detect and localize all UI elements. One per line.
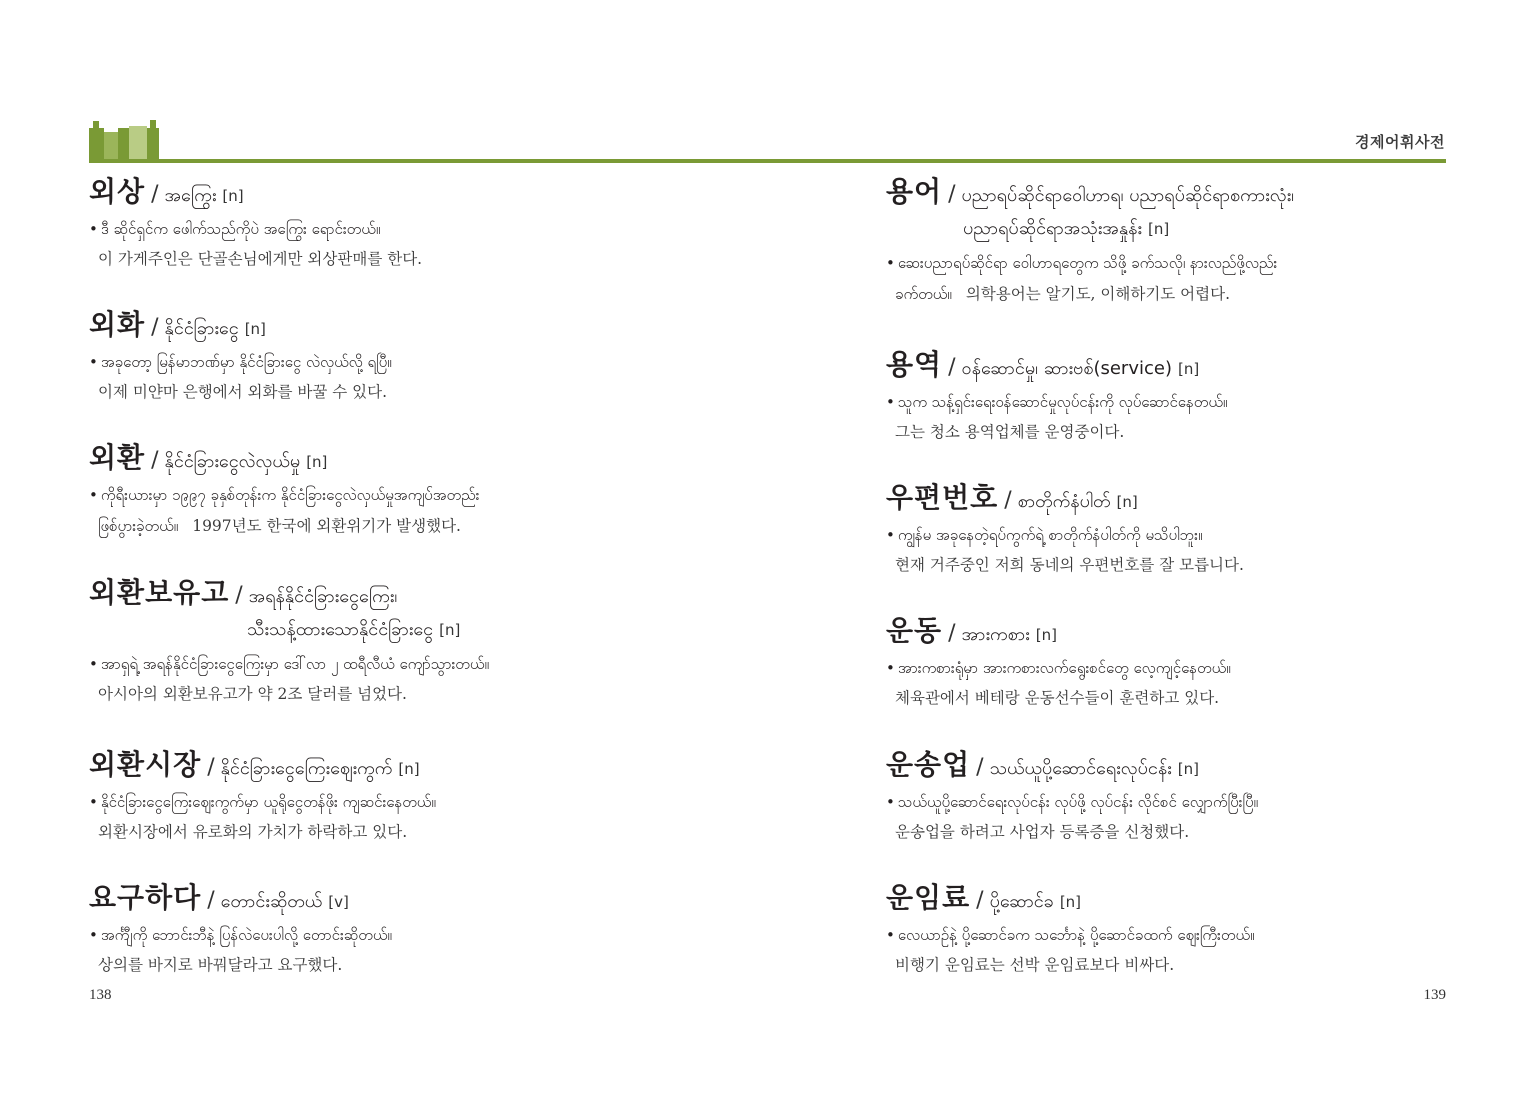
headword: 운동 — [886, 614, 943, 647]
dictionary-entry: 외환 / နိုင်ငံခြားငွေလဲလှယ်မှု [n] • ကိုရီးယားမှာ ၁၉၉၇ ခုနှစ်တုန်းက နိုင်ငံခြားငွေလဲလှယ်မှုအကျပ်အတည်း ဖြစ်ပွားခဲ့တယ်။ 1997년도 한국에 외환위기가 발생했다. — [89, 441, 480, 535]
dictionary-entry: 운송업 / သယ်ယူပို့ဆောင်ရေးလုပ်ငန်း [n] • သယ်ယူပို့ဆောင်ရေးလုပ်ငန်း လုပ်ဖို့ လုပ်ငန်း လိုင်စင် လျှောက်ပြီးပြီ။ 운송업을 하려고 사업자 등록증을 신청했다. — [886, 745, 1526, 847]
part-of-speech: [n] — [222, 187, 244, 205]
part-of-speech: [n] — [1148, 220, 1170, 238]
running-head: 경제어휘사전 — [1355, 133, 1445, 151]
dictionary-entry: 용역 / ဝန်ဆောင်မှု၊ ဆားဗစ်(service) [n] • သူက သန့်ရှင်းရေးဝန်ဆောင်မှုလုပ်ငန်းကို လုပ်ဆောင်နေတယ်။ 그는 청소 용역업체를 운영중이다. — [886, 345, 1526, 447]
example-korean: 아시아의 외환보유고가 약 2조 달러를 넘었다. — [98, 685, 407, 703]
headword: 요구하다 — [89, 881, 202, 914]
dictionary-entry: 요구하다 / တောင်းဆိုတယ် [v] • အင်္ကျီကို ဘောင်းဘီနဲ့ ပြန်လဲပေးပါလို့ တောင်းဆိုတယ်။ 상의를 바지로 바꿔달라고 요구했다. — [89, 878, 729, 980]
part-of-speech: [n] — [1116, 493, 1138, 511]
headword: 외환시장 — [89, 748, 202, 781]
part-of-speech: [n] — [306, 453, 328, 471]
meaning: တောင်းဆိုတယ် — [220, 891, 323, 912]
meaning: နိုင်ငံခြားငွေ — [164, 318, 239, 339]
example-myanmar: အင်္ကျီကို ဘောင်းဘီနဲ့ ပြန်လဲပေးပါလို့ တောင်းဆိုတယ်။ — [100, 926, 392, 944]
example-myanmar: ဆေးပညာရပ်ဆိုင်ရာ ဝေါဟာရတွေက သိဖို့ ခက်သလို၊ နားလည်ဖို့လည်း — [897, 254, 1278, 272]
example-myanmar: ကျွန်မ အခုနေတဲ့ရပ်ကွက်ရဲ့ စာတိုက်နံပါတ်ကို မသိပါဘူး။ — [897, 526, 1203, 544]
example-myanmar: နိုင်ငံခြားငွေကြေးဈေးကွက်မှာ ယူရိုငွေတန်ဖိုး ကျဆင်းနေတယ်။ — [100, 793, 436, 811]
example-korean: 체육관에서 베테랑 운동선수들이 훈련하고 있다. — [895, 689, 1220, 707]
example-myanmar: အာရှရဲ့ အရန်နိုင်ငံခြားငွေကြေးမှာ ဒေါ်လာ ၂ ထရီလီယံ ကျော်သွားတယ်။ — [100, 655, 490, 673]
example-myanmar: အားကစားရုံမှာ အားကစားလက်ရွေးစင်တွေ လေ့ကျင့်နေတယ်။ — [897, 659, 1231, 677]
example-korean: 이 가게주인은 단골손님에게만 외상판매를 한다. — [98, 250, 423, 268]
example-korean: 그는 청소 용역업체를 운영중이다. — [895, 423, 1125, 441]
bar-chart-logo-icon — [89, 118, 159, 161]
meaning: နိုင်ငံခြားငွေလဲလှယ်မှု — [164, 451, 301, 472]
headword: 외환 — [89, 441, 146, 474]
part-of-speech: [n] — [1177, 360, 1200, 378]
meaning: အားကစား — [961, 624, 1030, 645]
headword: 우편번호 — [886, 481, 999, 514]
headword: 외상 — [89, 175, 146, 208]
example-myanmar: ကိုရီးယားမှာ ၁၉၉၇ ခုနှစ်တုန်းက နိုင်ငံခြားငွေလဲလှယ်မှုအကျပ်အတည်း — [100, 486, 480, 504]
headword: 용역 — [886, 348, 943, 381]
part-of-speech: [n] — [1059, 893, 1082, 911]
example-myanmar-continued: ဖြစ်ပွားခဲ့တယ်။ — [98, 517, 179, 535]
header-rule — [89, 159, 1446, 163]
dictionary-entry: 외환시장 / နိုင်ငံခြားငွေကြေးဈေးကွက် [n] • နိုင်ငံခြားငွေကြေးဈေးကွက်မှာ ယူရိုငွေတန်ဖိုး ကျဆင်းနေတယ်။ 외환시장에서 유로화의 가치가 하락하고 있다. — [89, 745, 729, 847]
headword: 외환보유고 — [89, 576, 230, 609]
example-korean: 비행기 운임료는 선박 운임료보다 비싸다. — [895, 956, 1175, 974]
example-korean: 현재 거주중인 저희 동네의 우편번호를 잘 모릅니다. — [895, 556, 1244, 574]
page-number-right: 139 — [1423, 987, 1446, 1003]
part-of-speech: [n] — [1035, 626, 1057, 644]
meaning: ပညာရပ်ဆိုင်ရာဝေါဟာရ၊ ပညာရပ်ဆိုင်ရာစကားလုံး၊ — [961, 185, 1295, 206]
part-of-speech: [n] — [398, 760, 420, 778]
example-korean: 1997년도 한국에 외환위기가 발생했다. — [192, 517, 461, 535]
meaning: အကြွေး — [164, 185, 217, 206]
example-korean: 의학용어는 알기도, 이해하기도 어렵다. — [965, 285, 1231, 303]
part-of-speech: [n] — [439, 621, 461, 639]
meaning-continued: သီးသန့်ထားသောနိုင်ငံခြားငွေ — [247, 619, 434, 640]
dictionary-entry: 용어 / ပညာရပ်ဆိုင်ရာဝေါဟာရ၊ ပညာရပ်ဆိုင်ရာစကားလုံး၊ ပညာရပ်ဆိုင်ရာအသုံးအနှုန်း [n] • ဆေးပညာရပ်ဆိုင်ရာ ဝေါဟာရတွေက သိဖို့ ခက်သလို၊ နားလည်ဖို့လည်း ခက်တယ်။ 의학용어는 알기도, 이해하기도 어렵다. — [886, 175, 1295, 303]
meaning: သယ်ယူပို့ဆောင်ရေးလုပ်ငန်း — [989, 758, 1172, 779]
part-of-speech: [n] — [1177, 760, 1199, 778]
headword: 운임료 — [886, 881, 971, 914]
part-of-speech: [n] — [244, 320, 266, 338]
dictionary-entry: 외화 / နိုင်ငံခြားငွေ [n] • အခုတော့ မြန်မာဘဏ်မှာ နိုင်ငံခြားငွေ လဲလှယ်လို့ ရပြီ။ 이제 미얀마 은행에서 외화를 바꿀 수 있다. — [89, 305, 729, 407]
meaning: စာတိုက်နံပါတ် — [1017, 491, 1111, 512]
dictionary-entry: 우편번호 / စာတိုက်နံပါတ် [n] • ကျွန်မ အခုနေတဲ့ရပ်ကွက်ရဲ့ စာတိုက်နံပါတ်ကို မသိပါဘူး။ 현재 거주중인 저희 동네의 우편번호를 잘 모릅니다. — [886, 478, 1526, 580]
example-korean: 외환시장에서 유로화의 가치가 하락하고 있다. — [98, 823, 408, 841]
meaning: နိုင်ငံခြားငွေကြေးဈေးကွက် — [220, 758, 393, 779]
part-of-speech: [v] — [328, 893, 349, 911]
meaning-continued: ပညာရပ်ဆိုင်ရာအသုံးအနှုန်း — [963, 218, 1142, 239]
headword: 운송업 — [886, 748, 971, 781]
example-myanmar: လေယာဉ်နဲ့ ပို့ဆောင်ခက သင်္ဘောနဲ့ ပို့ဆောင်ခထက် ဈေးကြီးတယ်။ — [897, 926, 1255, 944]
example-myanmar: အခုတော့ မြန်မာဘဏ်မှာ နိုင်ငံခြားငွေ လဲလှယ်လို့ ရပြီ။ — [100, 353, 392, 371]
headword: 용어 — [886, 175, 943, 208]
meaning: အရန်နိုင်ငံခြားငွေကြေး၊ — [248, 586, 398, 607]
dictionary-entry: 운동 / အားကစား [n] • အားကစားရုံမှာ အားကစားလက်ရွေးစင်တွေ လေ့ကျင့်နေတယ်။ 체육관에서 베테랑 운동선수들이 훈련하고 있다. — [886, 611, 1526, 713]
example-myanmar: သယ်ယူပို့ဆောင်ရေးလုပ်ငန်း လုပ်ဖို့ လုပ်ငန်း လိုင်စင် လျှောက်ပြီးပြီ။ — [897, 793, 1259, 811]
page-number-left: 138 — [89, 987, 112, 1003]
headword: 외화 — [89, 308, 146, 341]
example-korean: 이제 미얀마 은행에서 외화를 바꿀 수 있다. — [98, 383, 388, 401]
dictionary-entry: 외상 / အကြွေး [n] • ဒီ ဆိုင်ရှင်က ဖေါက်သည်ကိုပဲ အကြွေး ရောင်းတယ်။ 이 가게주인은 단골손님에게만 외상판매를 한다. — [89, 172, 729, 274]
meaning: ဝန်ဆောင်မှု၊ ဆားဗစ်(service) — [961, 358, 1172, 379]
example-myanmar-continued: ခက်တယ်။ — [895, 285, 952, 303]
example-myanmar: သူက သန့်ရှင်းရေးဝန်ဆောင်မှုလုပ်ငန်းကို လုပ်ဆောင်နေတယ်။ — [897, 393, 1228, 411]
example-myanmar: ဒီ ဆိုင်ရှင်က ဖေါက်သည်ကိုပဲ အကြွေး ရောင်းတယ်။ — [100, 220, 381, 238]
dictionary-entry: 외환보유고 / အရန်နိုင်ငံခြားငွေကြေး၊ သီးသန့်ထားသောနိုင်ငံခြားငွေ [n] • အာရှရဲ့ အရန်နိုင်ငံခြားငွေကြေးမှာ ဒေါ်လာ ၂ ထရီလီယံ ကျော်သွားတယ်။ 아시아의 외환보유고가 약 2조 달러를 넘었다. — [89, 573, 729, 709]
meaning: ပို့ဆောင်ခ — [989, 891, 1054, 912]
example-korean: 상의를 바지로 바꿔달라고 요구했다. — [98, 956, 343, 974]
dictionary-entry: 운임료 / ပို့ဆောင်ခ [n] • လေယာဉ်နဲ့ ပို့ဆောင်ခက သင်္ဘောနဲ့ ပို့ဆောင်ခထက် ဈေးကြီးတယ်။ 비행기 운임료는 선박 운임료보다 비싸다. — [886, 878, 1526, 980]
example-korean: 운송업을 하려고 사업자 등록증을 신청했다. — [895, 823, 1190, 841]
page-header — [0, 0, 1536, 170]
